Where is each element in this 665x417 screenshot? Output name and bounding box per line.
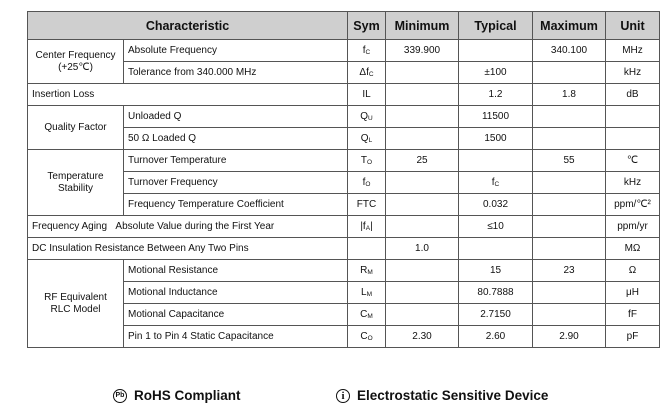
row-label: Frequency Aging Absolute Value during the First Year [28, 216, 348, 238]
row-unit: Ω [606, 260, 660, 282]
table-row [28, 40, 660, 62]
group-condition: (+25℃) [58, 61, 93, 73]
row-typ [459, 40, 533, 62]
row-sym [348, 238, 386, 260]
esd-label: Electrostatic Sensitive Device [357, 388, 549, 403]
rohs-compliant-note [113, 388, 241, 403]
row-typ: ≤10 [459, 216, 533, 238]
row-sym: ΔfC [348, 62, 386, 84]
row-sym: fC [348, 40, 386, 62]
table-row [28, 238, 660, 260]
header-unit: Unit [606, 12, 660, 40]
group-rf-equivalent: RF Equivalent RLC Model [28, 260, 124, 348]
row-sym: QU [348, 106, 386, 128]
row-unit: MΩ [606, 238, 660, 260]
group-center-frequency [28, 40, 124, 84]
group-quality-factor: Quality Factor [28, 106, 124, 150]
row-label: Frequency Temperature Coefficient [124, 194, 348, 216]
row-unit: ℃ [606, 150, 660, 172]
row-unit: dB [606, 84, 660, 106]
row-typ: 80.7888 [459, 282, 533, 304]
header-characteristic: Characteristic [28, 12, 348, 40]
row-label: Turnover Temperature [124, 150, 348, 172]
row-unit: fF [606, 304, 660, 326]
table-row [28, 260, 660, 282]
row-typ: 11500 [459, 106, 533, 128]
row-max: 1.8 [533, 84, 606, 106]
row-max [533, 194, 606, 216]
rohs-label: RoHS Compliant [134, 388, 241, 403]
row-sym: IL [348, 84, 386, 106]
row-sym: CO [348, 326, 386, 348]
row-sym: TO [348, 150, 386, 172]
rohs-pb-icon: Pb [113, 389, 127, 403]
row-typ: 15 [459, 260, 533, 282]
table-row [28, 84, 660, 106]
row-min: 1.0 [386, 238, 459, 260]
row-unit: ppm/yr [606, 216, 660, 238]
row-max [533, 304, 606, 326]
row-min [386, 194, 459, 216]
row-unit: kHz [606, 172, 660, 194]
row-label: Insertion Loss [28, 84, 348, 106]
row-min [386, 216, 459, 238]
row-unit: kHz [606, 62, 660, 84]
row-unit: μH [606, 282, 660, 304]
info-icon: i [336, 389, 350, 403]
row-typ: 2.7150 [459, 304, 533, 326]
row-typ: 1.2 [459, 84, 533, 106]
row-unit: ppm/℃² [606, 194, 660, 216]
row-sym: FTC [348, 194, 386, 216]
row-max [533, 282, 606, 304]
row-typ [459, 238, 533, 260]
group-label: Center Frequency [35, 49, 116, 61]
row-typ: 2.60 [459, 326, 533, 348]
row-label: Motional Resistance [124, 260, 348, 282]
row-max: 55 [533, 150, 606, 172]
row-min: 339.900 [386, 40, 459, 62]
row-min [386, 84, 459, 106]
row-min: 2.30 [386, 326, 459, 348]
row-min [386, 62, 459, 84]
row-max [533, 216, 606, 238]
row-max: 2.90 [533, 326, 606, 348]
row-min [386, 304, 459, 326]
row-max [533, 62, 606, 84]
row-sym: |fA| [348, 216, 386, 238]
row-max: 340.100 [533, 40, 606, 62]
row-min: 25 [386, 150, 459, 172]
row-sym: QL [348, 128, 386, 150]
row-typ: ±100 [459, 62, 533, 84]
row-max [533, 172, 606, 194]
row-sym: fO [348, 172, 386, 194]
table-row [28, 216, 660, 238]
row-label: Turnover Frequency [124, 172, 348, 194]
table-row [28, 150, 660, 172]
row-label: Pin 1 to Pin 4 Static Capacitance [124, 326, 348, 348]
row-min [386, 282, 459, 304]
row-label: DC Insulation Resistance Between Any Two Pins [28, 238, 348, 260]
row-unit: pF [606, 326, 660, 348]
specification-table [27, 11, 660, 348]
row-sym: RM [348, 260, 386, 282]
row-label: Motional Capacitance [124, 304, 348, 326]
row-sym: LM [348, 282, 386, 304]
header-sym: Sym [348, 12, 386, 40]
row-max: 23 [533, 260, 606, 282]
row-min [386, 172, 459, 194]
row-label: Motional Inductance [124, 282, 348, 304]
row-min [386, 260, 459, 282]
row-label: Tolerance from 340.000 MHz [124, 62, 348, 84]
row-label: Absolute Frequency [124, 40, 348, 62]
row-min [386, 106, 459, 128]
row-typ: fC [459, 172, 533, 194]
row-max [533, 238, 606, 260]
row-label: Unloaded Q [124, 106, 348, 128]
row-max [533, 106, 606, 128]
row-unit [606, 106, 660, 128]
header-minimum: Minimum [386, 12, 459, 40]
row-min [386, 128, 459, 150]
row-sym: CM [348, 304, 386, 326]
row-unit [606, 128, 660, 150]
table-row [28, 106, 660, 128]
row-typ: 1500 [459, 128, 533, 150]
header-maximum: Maximum [533, 12, 606, 40]
header-typical: Typical [459, 12, 533, 40]
header-row [28, 12, 660, 40]
row-unit: MHz [606, 40, 660, 62]
esd-note [336, 388, 548, 403]
row-label: 50 Ω Loaded Q [124, 128, 348, 150]
row-typ [459, 150, 533, 172]
row-typ: 0.032 [459, 194, 533, 216]
group-temperature-stability: Temperature Stability [28, 150, 124, 216]
row-max [533, 128, 606, 150]
